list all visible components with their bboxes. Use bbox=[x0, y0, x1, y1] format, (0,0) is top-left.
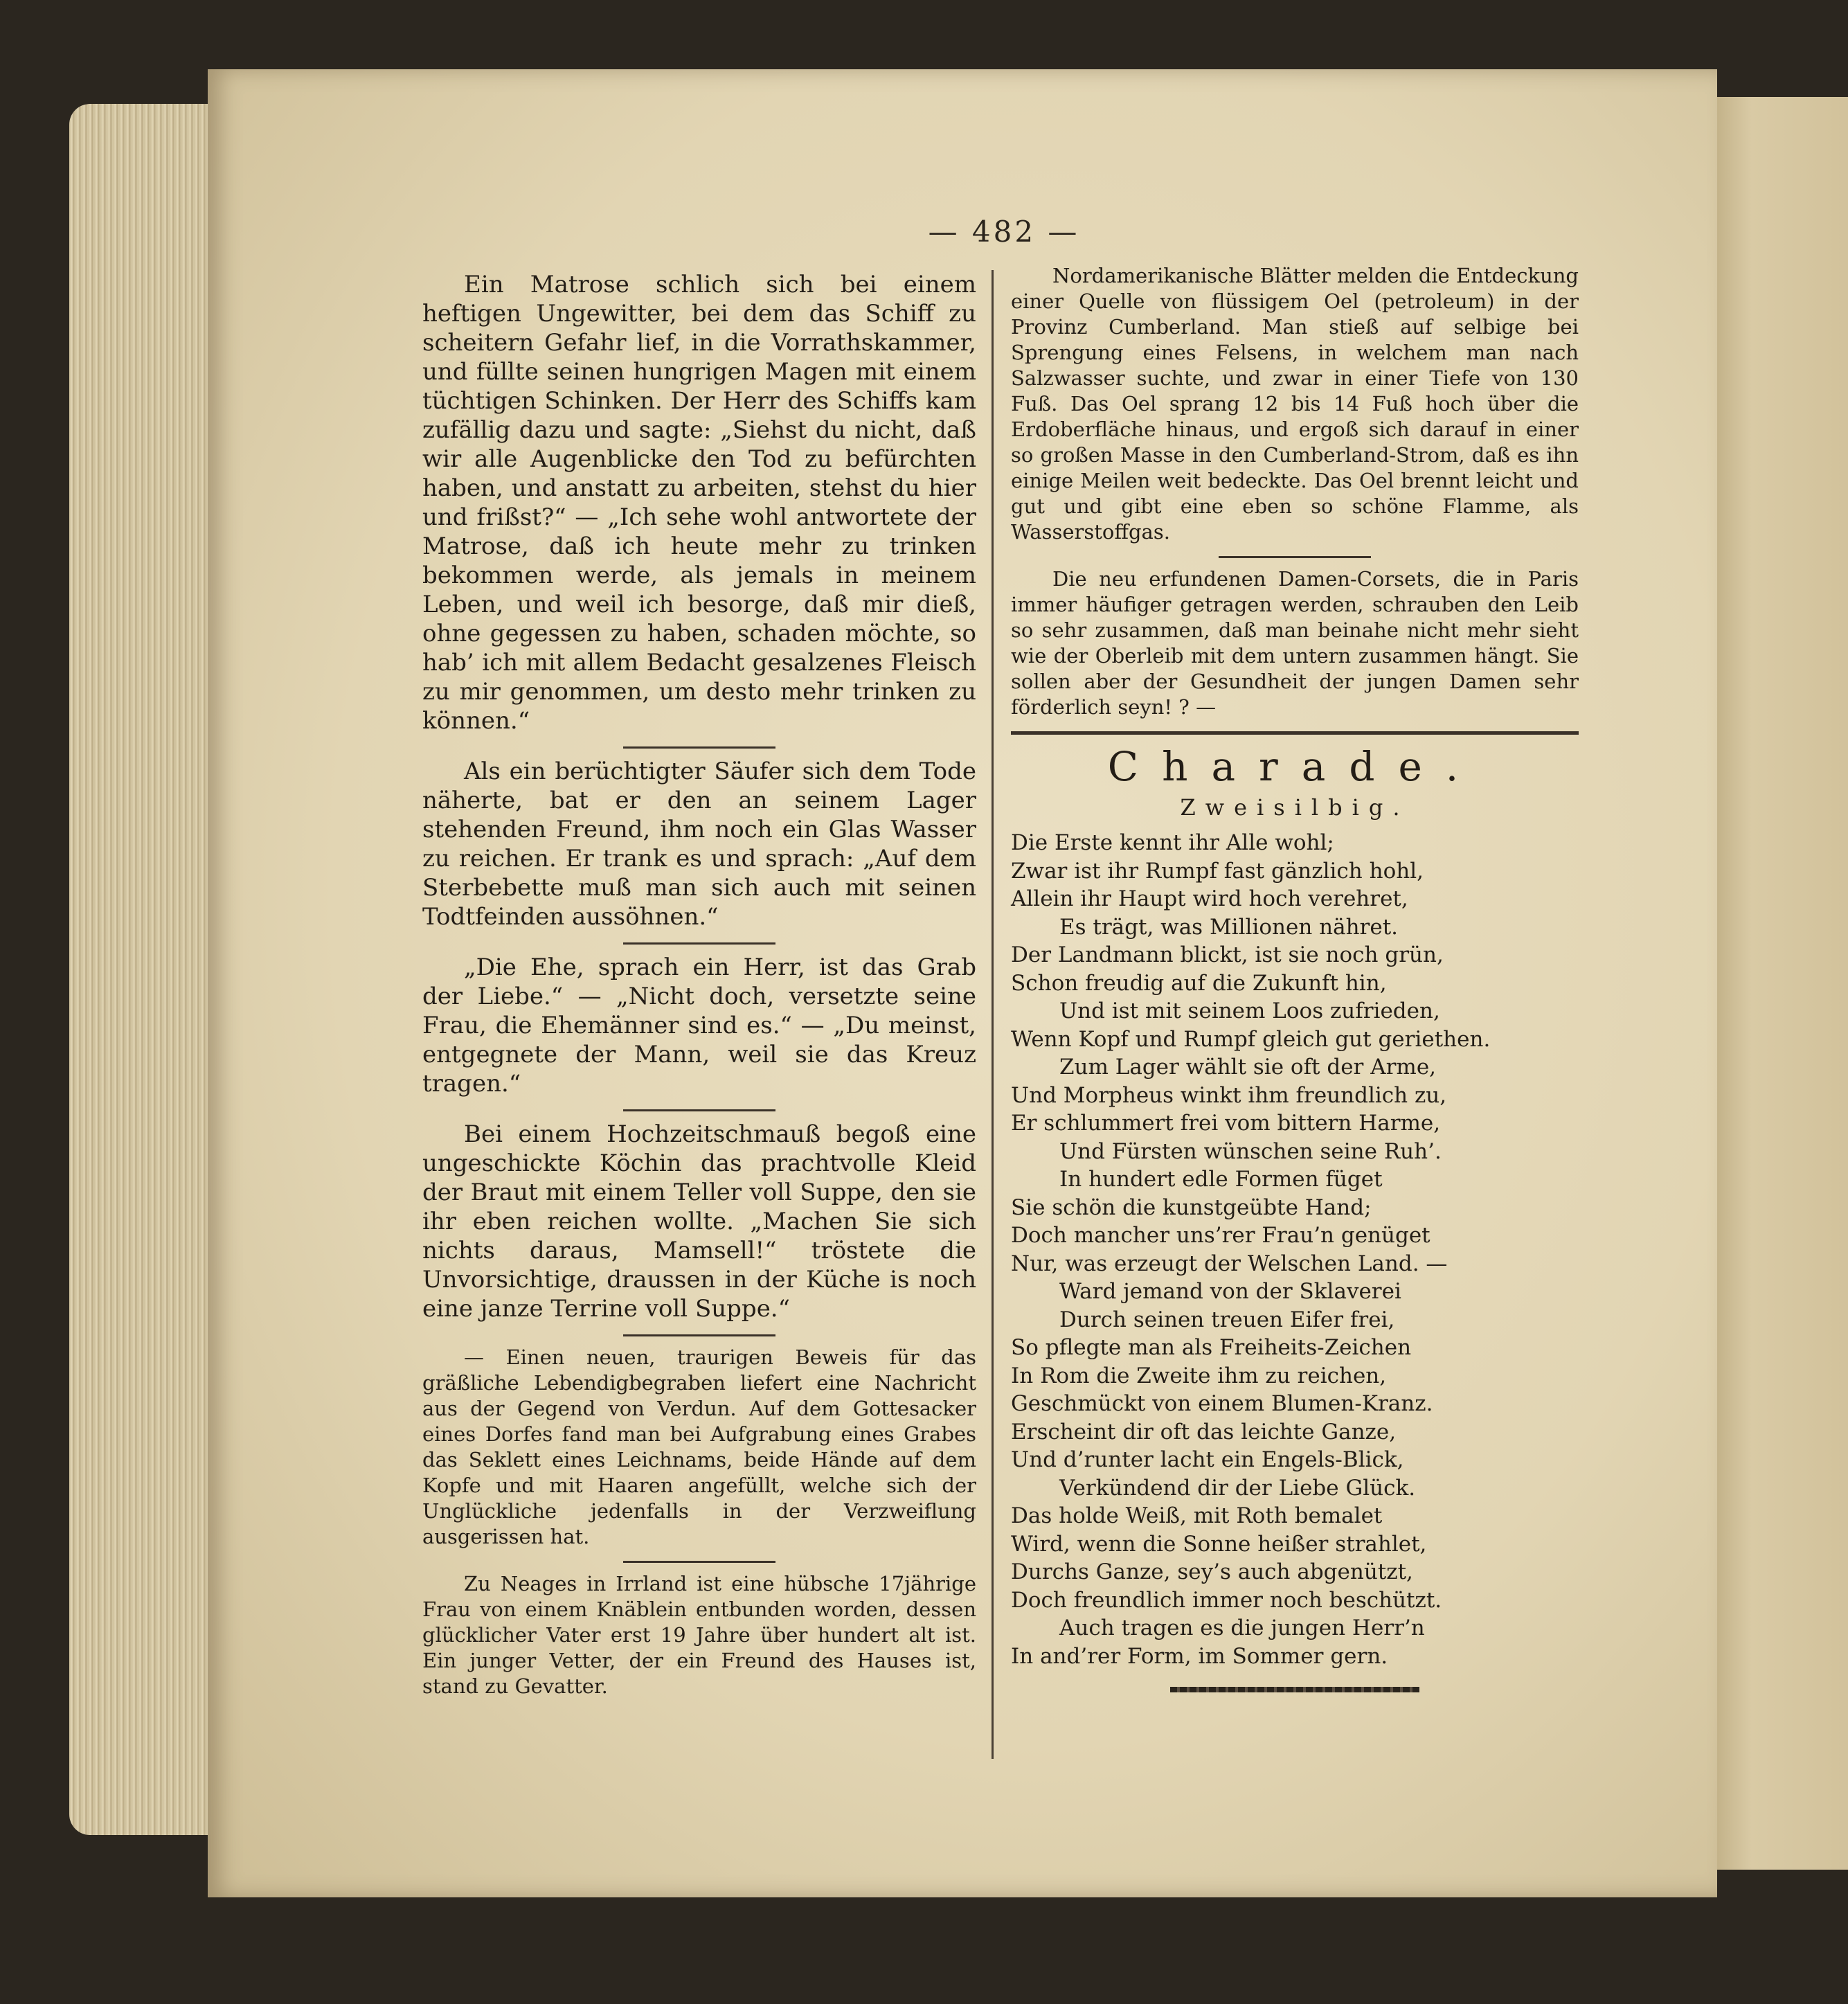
poem-line: Schon freudig auf die Zukunft hin, bbox=[1011, 970, 1387, 996]
poem-line: Zum Lager wählt sie oft der Arme, bbox=[1059, 1055, 1437, 1080]
column-divider bbox=[992, 270, 994, 1759]
charade-rule bbox=[1011, 731, 1579, 735]
poem-line: Durch seinen treuen Eifer frei, bbox=[1059, 1307, 1395, 1332]
poem-line: Wenn Kopf und Rumpf gleich gut geriethen. bbox=[1011, 1026, 1491, 1052]
poem-line: Und Morpheus winkt ihm freundlich zu, bbox=[1011, 1082, 1447, 1108]
right-column bbox=[1011, 263, 1579, 1692]
poem-line: In Rom die Zweite ihm zu reichen, bbox=[1011, 1363, 1387, 1388]
page-stack-edge bbox=[69, 104, 228, 1835]
poem-line: Er schlummert frei vom bittern Harme, bbox=[1011, 1111, 1441, 1136]
separator-rule bbox=[623, 1561, 775, 1563]
poem-line: Der Landmann blickt, ist sie noch grün, bbox=[1011, 942, 1444, 967]
poem-line: Es trägt, was Millionen nähret. bbox=[1059, 914, 1399, 940]
poem-line: Und d’runter lacht ein Engels-Blick, bbox=[1011, 1447, 1404, 1472]
left-paragraph-4: Bei einem Hochzeitschmauß begoß eine ungeschickte Köchin das prachtvolle Kleid der Braut mit einem Teller voll Suppe, den sie ihr eben reichen wollte. „Machen Sie sich nichts daraus, Mamsell!“ tröstete die Unvorsichtige, draussen in der Küche is noch eine janze Terrine voll Suppe.“ bbox=[422, 1120, 976, 1323]
poem-line: Zwar ist ihr Rumpf fast gänzlich hohl, bbox=[1011, 858, 1424, 884]
separator-rule bbox=[623, 1109, 775, 1111]
poem-line: Das holde Weiß, mit Roth bemalet bbox=[1011, 1503, 1383, 1528]
left-paragraph-5: — Einen neuen, traurigen Beweis für das gräßliche Lebendigbegraben liefert eine Nachricht aus der Gegend von Verdun. Auf dem Gottesacker eines Dorfes fand man bei Aufgrabung eines Grabes das Seklett eines Leichnams, beide Hände auf dem Kopfe und mit Haaren angefüllt, welche sich der Unglückliche jedenfalls in der Verzweiflung ausgerissen hat. bbox=[422, 1345, 976, 1548]
charade-title: Charade. bbox=[1107, 743, 1482, 790]
poem-line: Ward jemand von der Sklaverei bbox=[1059, 1279, 1401, 1304]
poem-line: Verkündend dir der Liebe Glück. bbox=[1059, 1475, 1416, 1501]
right-paragraph-1: Nordamerikanische Blätter melden die Entdeckung einer Quelle von flüssigem Oel (petroleum) in der Provinz Cumberland. Man stieß auf selbige bei Sprengung eines Felsens, in welchem man nach Salzwasser suchte, und zwar in einer Tiefe von 130 Fuß. Das Oel sprang 12 bis 14 Fuß hoch über die Erdoberfläche hinaus, und ergoß sich darauf in einer so großen Masse in den Cumberland-Strom, daß es ihn einige Meilen weit bedeckte. Das Oel brennt leicht und gut und gibt eine eben so schöne Flamme, als Wasserstoffgas. bbox=[1011, 264, 1579, 544]
poem-line: Allein ihr Haupt wird hoch verehret, bbox=[1011, 886, 1408, 911]
charade-poem bbox=[1011, 829, 1579, 1670]
poem-line: So pflegte man als Freiheits-Zeichen bbox=[1011, 1335, 1412, 1360]
separator-rule bbox=[623, 942, 775, 945]
separator-rule bbox=[623, 746, 775, 749]
poem-line: Geschmückt von einem Blumen-Kranz. bbox=[1011, 1391, 1433, 1416]
right-paragraph-2: Die neu erfundenen Damen-Corsets, die in Paris immer häufiger getragen werden, schrauben den Leib so sehr zusammen, daß man beinahe nicht mehr sieht wie der Oberleib mit dem untern zusammen hängt. Sie sollen aber der Gesundheit der jungen Damen sehr förderlich seyn! ? — bbox=[1011, 567, 1579, 719]
poem-line: In hundert edle Formen füget bbox=[1059, 1167, 1383, 1192]
left-paragraph-3: „Die Ehe, sprach ein Herr, ist das Grab der Liebe.“ — „Nicht doch, versetzte seine Frau, die Ehemänner sind es.“ — „Du meinst, entgegnete der Mann, weil sie das Kreuz tragen.“ bbox=[422, 954, 976, 1098]
poem-line: Und Fürsten wünschen seine Ruh’. bbox=[1059, 1138, 1442, 1164]
separator-rule bbox=[1219, 556, 1371, 558]
poem-line: Die Erste kennt ihr Alle wohl; bbox=[1011, 830, 1334, 855]
left-paragraph-6: Zu Neages in Irrland ist eine hübsche 17jährige Frau von einem Knäblein entbunden worden, dessen glücklicher Vater erst 19 Jahre über hundert alt ist. Ein junger Vetter, der ein Freund des Hauses ist, stand zu Gevatter. bbox=[422, 1572, 976, 1698]
left-paragraph-1: Ein Matrose schlich sich bei einem heftigen Ungewitter, bei dem das Schiff zu scheitern Gefahr lief, in die Vorrathskammer, und füllte seinen hungrigen Magen mit einem tüchtigen Schinken. Der Herr des Schiffs kam zufällig dazu und sagte: „Siehst du nicht, daß wir alle Augenblicke den Tod zu befürchten haben, und anstatt zu arbeiten, stehst du hier und frißst?“ — „Ich sehe wohl antwortete der Matrose, daß ich heute mehr zu trinken bekommen werde, als jemals in meinem Leben, und weil ich besorge, daß mir dieß, ohne gegessen zu haben, schaden möchte, so hab’ ich mit allem Bedacht gesalzenes Fleisch zu mir genommen, um desto mehr trinken zu können.“ bbox=[422, 271, 976, 735]
poem-line: Doch freundlich immer noch beschützt. bbox=[1011, 1587, 1442, 1613]
poem-line: Doch mancher uns’rer Frau’n genüget bbox=[1011, 1223, 1430, 1248]
poem-line: Wird, wenn die Sonne heißer strahlet, bbox=[1011, 1531, 1427, 1557]
poem-line: Nur, was erzeugt der Welschen Land. — bbox=[1011, 1251, 1448, 1276]
charade-subtitle: Zweisilbig. bbox=[1180, 794, 1410, 821]
poem-line: Sie schön die kunstgeübte Hand; bbox=[1011, 1195, 1372, 1220]
end-ornament-rule bbox=[1170, 1687, 1419, 1692]
poem-line: Auch tragen es die jungen Herr’n bbox=[1059, 1616, 1425, 1640]
poem-line: In and’rer Form, im Sommer gern. bbox=[1011, 1643, 1388, 1669]
poem-line: Und ist mit seinem Loos zufrieden, bbox=[1059, 999, 1440, 1023]
poem-line: Erscheint dir oft das leichte Ganze, bbox=[1011, 1419, 1397, 1444]
separator-rule bbox=[623, 1334, 775, 1336]
facing-page-edge bbox=[1710, 97, 1848, 1870]
poem-line: Durchs Ganze, sey’s auch abgenützt, bbox=[1011, 1559, 1413, 1584]
page-number: — 482 — bbox=[928, 215, 1080, 249]
left-column bbox=[422, 270, 976, 1710]
left-paragraph-2: Als ein berüchtigter Säufer sich dem Tode näherte, bat er den an seinem Lager stehenden Freund, ihm noch ein Glas Wasser zu reichen. Er trank es und sprach: „Auf dem Sterbebette muß man sich auch mit seinen Todtfeinden aussöhnen.“ bbox=[422, 758, 976, 931]
